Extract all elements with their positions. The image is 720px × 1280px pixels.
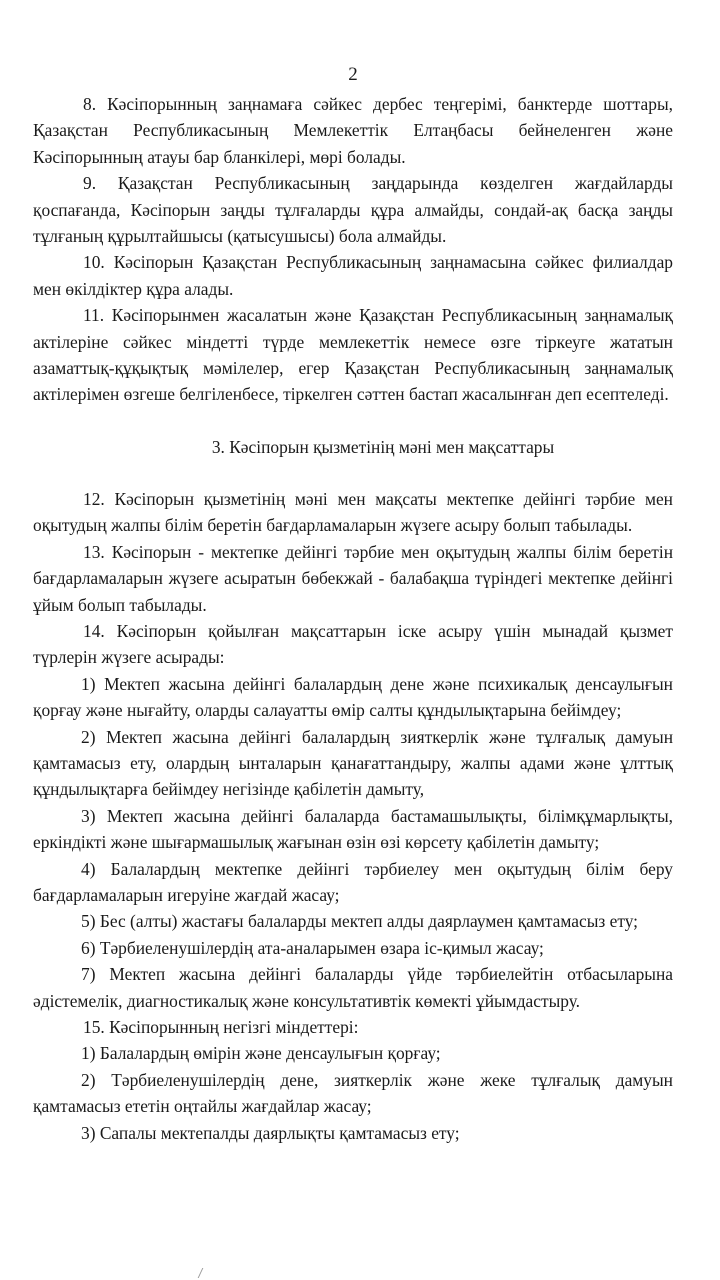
charter-paragraph-10: 10. Кәсіпорын Қазақстан Республикасының заңнамасына сәйкес филиалдар мен өкілдіктер құра алады. <box>33 252 673 299</box>
task-item-3: 3) Сапалы мектепалды даярлықты қамтамасыз ету; <box>81 1122 460 1143</box>
charter-paragraph-15: 15. Кәсіпорынның негізгі міндеттері: <box>83 1017 359 1037</box>
charter-paragraph-13: 13. Кәсіпорын - мектепке дейінгі тәрбие мен оқытудың жалпы білім беретін бағдарламаларын жүзеге асыратын бөбекжай - балабақша түріндегі мектепке дейінгі ұйым болып табылады. <box>33 541 673 615</box>
activity-item-1: 1) Мектеп жасына дейінгі балалардың дене және психикалық денсаулығын қорғау және нығайту, оларды салауатты өмір салты құндылықтарына бейімдеу; <box>33 673 673 721</box>
activity-item-4: 4) Балалардың мектепке дейінгі тәрбиелеу мен оқытудың білім беру бағдарламаларын игеруіне жағдай жасау; <box>33 858 673 905</box>
page-number: 2 <box>348 64 358 85</box>
activity-item-2: 2) Мектеп жасына дейінгі балалардың зияткерлік және тұлғалық дамуын қамтамасыз ету, олардың ынталарын қанағаттандыру, жалпы адами және ұлттық құндылықтарға бейімдеу негізінде қабілетін дамыту, <box>33 726 673 800</box>
charter-paragraph-12: 12. Кәсіпорын қызметінің мәні мен мақсаты мектепке дейінгі тәрбие мен оқытудың жалпы білім беретін бағдарламаларын жүзеге асыру болып табылады. <box>33 488 673 536</box>
pen-stroke-mark <box>198 1268 218 1278</box>
charter-paragraph-8: 8. Кәсіпорынның заңнамаға сәйкес дербес теңгерімі, банктерде шоттары, Қазақстан Республикасының Мемлекеттік Елтаңбасы бейнеленген және Кәсіпорынның атауы бар бланкілері, мөрі болады. <box>33 94 673 167</box>
activity-item-5: 5) Бес (алты) жастағы балаларды мектеп алды даярлаумен қамтамасыз ету; <box>81 911 639 932</box>
charter-paragraph-9: 9. Қазақстан Республикасының заңдарында көзделген жағдайларды қоспағанда, Кәсіпорын заңды тұлғаларды құра алмайды, сондай-ақ басқа заңды тұлғаның құрылтайшысы (қатысушысы) бола алмайды. <box>33 173 673 247</box>
charter-paragraph-14: 14. Кәсіпорын қойылған мақсаттарын іске асыру үшін мынадай қызмет түрлерін жүзеге асырады: <box>33 620 673 668</box>
task-item-1: 1) Балалардың өмірін және денсаулығын қорғау; <box>81 1043 441 1064</box>
task-item-2: 2) Тәрбиеленушілердің дене, зияткерлік және жеке тұлғалық дамуын қамтамасыз ететін оңтайлы жағдайлар жасау; <box>33 1069 673 1117</box>
section-heading: 3. Кәсіпорын қызметінің мәні мен мақсаттары <box>211 436 555 457</box>
charter-paragraph-11: 11. Кәсіпорынмен жасалатын және Қазақстан Республикасының заңнамалық актілеріне сәйкес міндетті түрде мемлекеттік немесе өзге тіркеуге жататын азаматтық-құқықтық мәмілелер, егер Қазақстан Республикасының заңнамалық актілерімен өзгеше белгіленбесе, тіркелген сәттен бастап жасалынған деп есептеледі. <box>33 305 673 405</box>
activity-item-7: 7) Мектеп жасына дейінгі балаларды үйде тәрбиелейтін отбасыларына әдістемелік, диагностикалық және консультативтік көмекті ұйымдастыру. <box>33 964 673 1011</box>
activity-item-3: 3) Мектеп жасына дейінгі балаларда бастамашылықты, білімқұмарлықты, еркіндікті және шығармашылық жағынан өзін өзі көрсету қабілетін дамыту; <box>33 805 673 853</box>
activity-item-6: 6) Тәрбиеленушілердің ата-аналарымен өзара іс-қимыл жасау; <box>81 937 544 958</box>
